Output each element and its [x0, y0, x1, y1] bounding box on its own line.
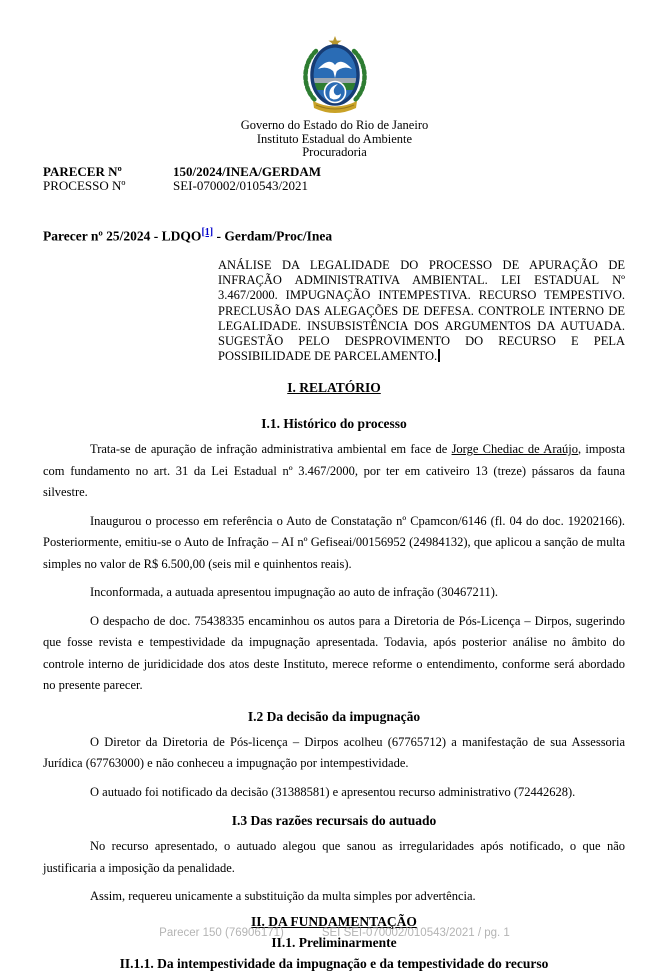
- footer-document-ref: Parecer 150 (76906171): [159, 927, 284, 939]
- heading-preliminarmente: II.1. Preliminarmente: [271, 934, 397, 950]
- rio-de-janeiro-coat-of-arms-icon: [285, 34, 385, 119]
- page-footer: [0, 927, 669, 939]
- parecer-label: PARECER Nº: [43, 163, 122, 179]
- heading-relatorio: I. RELATÓRIO: [287, 380, 381, 396]
- processo-value: SEI-070002/010543/2021: [173, 178, 309, 193]
- government-name: Governo do Estado do Rio de Janeiro: [240, 118, 429, 132]
- defendant-name: Jorge Chediac de Araújo: [451, 442, 579, 457]
- paragraph: Assim, requereu unicamente a substituição da multa simples por advertência.: [90, 889, 476, 904]
- heading-fundamentacao: II. DA FUNDAMENTAÇÃO: [251, 913, 417, 929]
- parecer-number-row: [43, 165, 669, 180]
- heading-historico: I.1. Histórico do processo: [261, 416, 407, 432]
- letterhead: [0, 0, 669, 160]
- paragraph: [43, 439, 625, 504]
- heading-razoes: I.3 Das razões recursais do autuado: [231, 813, 437, 829]
- summary-text: ANÁLISE DA LEGALIDADE DO PROCESSO DE APURAÇÃO DE INFRAÇÃO ADMINISTRATIVA AMBIENTAL. LEI ESTADUAL Nº 3.467/2000. IMPUGNAÇÃO INTEMPESTIVA. RECURSO TEMPESTIVO. PRECLUSÃO DAS ALEGAÇÕES DE DEFESA. CONTROLE INTERNO DE LEGALIDADE. INSUBSISTÊNCIA DOS ARGUMENTOS DA AUTUADA. SUGESTÃO PELO DESPROVIMENTO DO RECURSO E PELA POSSIBILIDADE DE PARCELAMENTO.: [218, 258, 625, 364]
- institute-name: Instituto Estadual do Ambiente: [256, 131, 413, 146]
- department-name: Procuradoria: [302, 145, 367, 159]
- paragraph: O autuado foi notificado da decisão (31388581) e apresentou recurso administrativo (72442628).: [90, 784, 576, 799]
- footnote-1-link[interactable]: [1]: [201, 226, 214, 238]
- paragraph-text: , imposta com fundamento no art. 31 da Lei Estadual nº 3.467/2000, por ter em cativeiro 13 (treze) pássaros da fauna silvestre.: [43, 442, 625, 500]
- summary-ementa: [218, 258, 625, 364]
- document-title-suffix: - Gerdam/Proc/Inea: [213, 228, 333, 243]
- parecer-value: 150/2024/INEA/GERDAM: [173, 163, 322, 179]
- text-cursor: [438, 349, 440, 362]
- paragraph: Inaugurou o processo em referência o Auto de Constatação nº Cpamcon/6146 (fl. 04 do doc. 19202166). Posteriormente, emitiu-se o Auto de Infração – AI nº Gefiseai/00156952 (24984132), que aplicou a sanção de multa simples no valor de R$ 6.500,00 (seis mil e quinhentos reais).: [43, 513, 625, 571]
- paragraph: Inconformada, a autuada apresentou impugnação ao auto de infração (30467211).: [90, 585, 499, 600]
- footer-sei-page-ref: SEI SEI-070002/010543/2021 / pg. 1: [321, 927, 510, 939]
- paragraph: No recurso apresentado, o autuado alegou que sanou as irregularidades após notificado, o que não justificaria a imposição da penalidade.: [43, 839, 625, 875]
- paragraph: O Diretor da Diretoria de Pós-licença – Dirpos acolheu (67765712) a manifestação de sua Assessoria Jurídica (67763000) e não conheceu a impugnação por intempestividade.: [43, 734, 625, 771]
- processo-label: PROCESSO Nº: [43, 178, 126, 193]
- document-title: [43, 226, 625, 245]
- heading-decisao: I.2 Da decisão da impugnação: [247, 708, 421, 724]
- reference-block: [43, 165, 669, 194]
- paragraph: O despacho de doc. 75438335 encaminhou os autos para a Diretoria de Pós-Licença – Dirpos, sugerindo que fosse revista e tempestividade da impugnação apresentada. Todavia, após posterior análise no âmbito do controle interno de juridicidade dos atos deste Instituto, merece reforme o entendimento, conforme será abordado no presente parecer.: [43, 613, 625, 693]
- paragraph-text: Trata-se de apuração de infração administrativa ambiental em face de: [90, 442, 452, 457]
- heading-intempestividade: II.1.1. Da intempestividade da impugnação e da tempestividade do recurso: [119, 955, 549, 971]
- document-title-prefix: Parecer nº 25/2024 - LDQO: [43, 228, 202, 243]
- processo-number-row: [43, 179, 669, 194]
